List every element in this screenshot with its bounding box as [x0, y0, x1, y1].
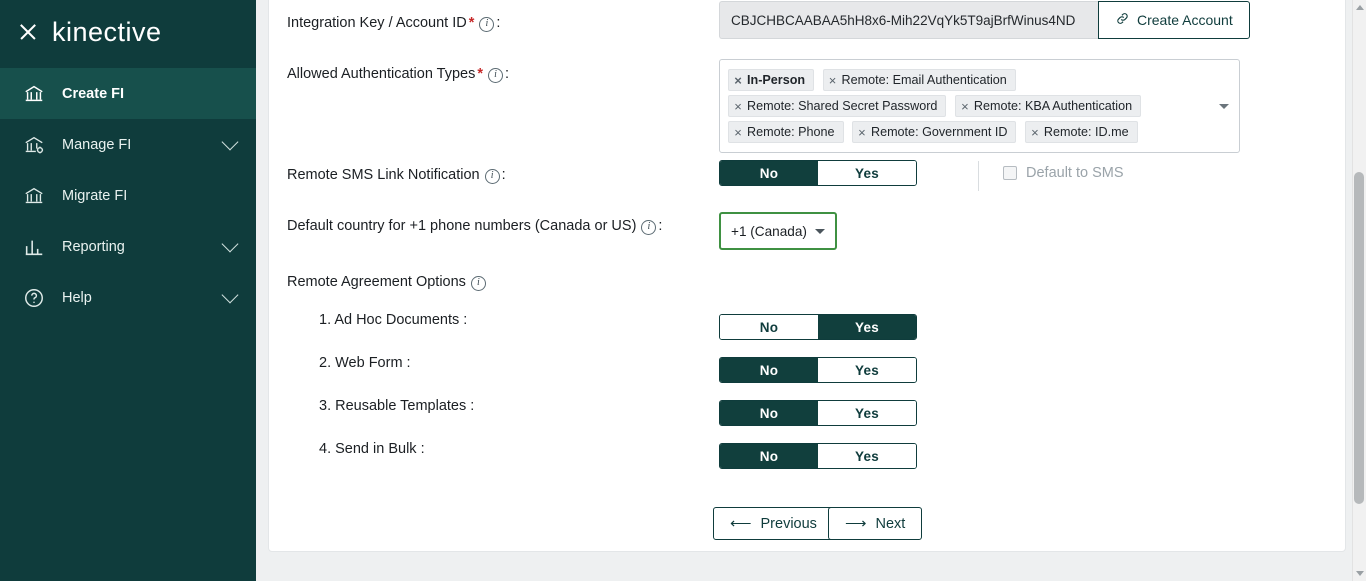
- sidebar-item-migrate-fi[interactable]: [0, 170, 256, 221]
- chip-label: Remote: ID.me: [1043, 125, 1129, 139]
- reusable-templates-option-no[interactable]: No: [720, 401, 818, 425]
- sms-notification-option-no[interactable]: No: [720, 161, 818, 185]
- brand-logo: [52, 17, 162, 48]
- info-icon[interactable]: i: [485, 169, 500, 184]
- bar-chart-icon: [22, 235, 46, 259]
- vertical-scrollbar[interactable]: [1352, 0, 1366, 581]
- create-account-label: Create Account: [1137, 12, 1233, 28]
- info-icon[interactable]: i: [471, 276, 486, 291]
- chip-remove-icon[interactable]: ×: [1031, 124, 1039, 140]
- auth-types-multiselect[interactable]: [719, 59, 1240, 153]
- required-asterisk: *: [468, 15, 475, 31]
- web-form-label: 2. Web Form :: [319, 355, 411, 371]
- web-form-option-no[interactable]: No: [720, 358, 818, 382]
- send-in-bulk-label: 4. Send in Bulk :: [319, 441, 425, 457]
- default-country-value: +1 (Canada): [731, 223, 807, 239]
- default-to-sms-label: Default to SMS: [1026, 165, 1124, 181]
- main-content: [256, 0, 1366, 581]
- chip: [955, 95, 1141, 117]
- form-card: [268, 0, 1346, 552]
- default-country-select[interactable]: [719, 212, 837, 250]
- manage-bank-icon: [22, 133, 46, 157]
- create-account-button[interactable]: [1098, 1, 1250, 39]
- info-icon[interactable]: i: [488, 68, 503, 83]
- integration-key-input[interactable]: [719, 1, 1099, 39]
- arrow-right-icon: ⟶: [845, 515, 867, 532]
- bank-icon: [22, 82, 46, 106]
- reusable-templates-option-yes[interactable]: Yes: [818, 401, 916, 425]
- remote-agreement-label: Remote Agreement Options i: [287, 268, 488, 291]
- arrow-left-icon: ⟵: [730, 515, 752, 532]
- web-form-toggle[interactable]: [719, 357, 917, 383]
- chip-remove-icon[interactable]: ×: [961, 98, 969, 114]
- send-in-bulk-toggle[interactable]: [719, 443, 917, 469]
- chip-remove-icon[interactable]: ×: [734, 124, 742, 140]
- sidebar-item-help[interactable]: [0, 272, 256, 323]
- sidebar-item-label: Create FI: [62, 85, 125, 102]
- sidebar-item-label: Migrate FI: [62, 187, 128, 204]
- chevron-down-icon[interactable]: [1219, 104, 1229, 109]
- ad-hoc-documents-label: 1. Ad Hoc Documents :: [319, 312, 468, 328]
- chip: [728, 95, 946, 117]
- scroll-up-icon[interactable]: [1356, 5, 1364, 10]
- chip-remove-icon[interactable]: ×: [858, 124, 866, 140]
- chip: [823, 69, 1016, 91]
- chip-remove-icon[interactable]: ×: [734, 72, 742, 88]
- sidebar-nav: [0, 68, 256, 323]
- web-form-option-yes[interactable]: Yes: [818, 358, 916, 382]
- chip-label: Remote: Shared Secret Password: [747, 99, 938, 113]
- chip-label: Remote: Email Authentication: [841, 73, 1007, 87]
- sidebar-item-reporting[interactable]: [0, 221, 256, 272]
- default-country-label: Default country for +1 phone numbers (Canada or US) i :: [287, 218, 663, 234]
- link-icon: [1115, 11, 1130, 29]
- scrollbar-thumb[interactable]: [1354, 172, 1364, 504]
- chip-label: Remote: KBA Authentication: [973, 99, 1133, 113]
- default-to-sms-checkbox-row[interactable]: [1003, 165, 1124, 181]
- reusable-templates-toggle[interactable]: [719, 400, 917, 426]
- chip: [852, 121, 1016, 143]
- previous-label: Previous: [760, 515, 817, 532]
- close-icon[interactable]: [18, 22, 38, 42]
- question-mark-icon: [22, 286, 46, 310]
- chip-label: Remote: Government ID: [870, 125, 1008, 139]
- chevron-down-icon[interactable]: [815, 229, 825, 234]
- sms-notification-option-yes[interactable]: Yes: [818, 161, 916, 185]
- sidebar: [0, 0, 256, 581]
- ad-hoc-documents-toggle[interactable]: [719, 314, 917, 340]
- chip-remove-icon[interactable]: ×: [734, 98, 742, 114]
- chevron-down-icon[interactable]: [222, 287, 239, 304]
- brand-text: kinective: [52, 16, 162, 47]
- chevron-down-icon[interactable]: [222, 236, 239, 253]
- chip: [728, 121, 844, 143]
- chip: [728, 69, 814, 91]
- scroll-down-icon[interactable]: [1356, 571, 1364, 576]
- sidebar-item-label: Manage FI: [62, 136, 132, 153]
- integration-key-label: Integration Key / Account ID * i :: [287, 15, 501, 31]
- ad-hoc-documents-option-no[interactable]: No: [720, 315, 818, 339]
- chip-label: Remote: Phone: [747, 125, 835, 139]
- next-button[interactable]: [828, 507, 922, 540]
- auth-types-label: Allowed Authentication Types * i :: [287, 66, 510, 82]
- chip-remove-icon[interactable]: ×: [828, 72, 837, 88]
- required-asterisk: *: [477, 66, 484, 82]
- sidebar-item-create-fi[interactable]: [0, 68, 256, 119]
- send-in-bulk-option-no[interactable]: No: [720, 444, 818, 468]
- send-in-bulk-option-yes[interactable]: Yes: [818, 444, 916, 468]
- chip: [1025, 121, 1138, 143]
- ad-hoc-documents-option-yes[interactable]: Yes: [818, 315, 916, 339]
- divider: [978, 161, 979, 191]
- info-icon[interactable]: i: [641, 220, 656, 235]
- sidebar-header: [0, 0, 256, 64]
- next-label: Next: [875, 515, 906, 532]
- info-icon[interactable]: i: [479, 17, 494, 32]
- sms-notification-label: Remote SMS Link Notification i :: [287, 167, 506, 183]
- sidebar-item-manage-fi[interactable]: [0, 119, 256, 170]
- checkbox-icon[interactable]: [1003, 166, 1017, 180]
- previous-button[interactable]: [713, 507, 834, 540]
- sidebar-item-label: Help: [62, 289, 92, 306]
- chevron-down-icon[interactable]: [222, 134, 239, 151]
- sidebar-item-label: Reporting: [62, 238, 125, 255]
- chip-label: In-Person: [747, 73, 806, 87]
- reusable-templates-label: 3. Reusable Templates :: [319, 398, 475, 414]
- migrate-bank-icon: [22, 184, 46, 208]
- sms-notification-toggle[interactable]: [719, 160, 917, 186]
